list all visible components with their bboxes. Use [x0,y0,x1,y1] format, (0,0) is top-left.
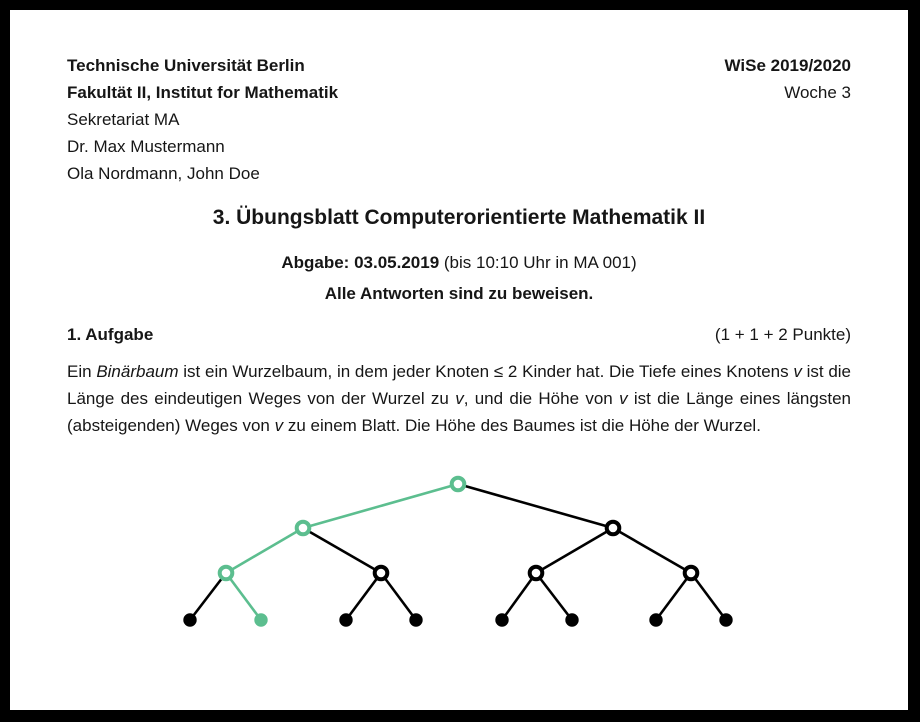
tree-edge-n2ll-leaf2 [226,573,261,620]
tree-node-root [452,478,465,491]
tree-edge-n2lr-leaf3 [346,573,381,620]
task-heading-row [67,321,851,348]
faculty-name: Fakultät II, Institut for Mathematik [67,83,339,102]
tree-node-leaf8 [719,613,732,626]
tree-node-n2rl [530,567,543,580]
proof-notice: Alle Antworten sind zu beweisen. [324,284,594,303]
tree-node-n1r [607,522,620,535]
italic-term: v [619,389,628,408]
week-label: Woche 3 [784,83,851,102]
text-segment: Ein [67,362,97,381]
tree-node-leaf7 [649,613,662,626]
tree-node-n2ll [220,567,233,580]
tree-node-leaf3 [339,613,352,626]
tree-edge-n2rl-leaf6 [536,573,572,620]
text-segment: ist die Länge eines längsten (absteigenden) Weges von [67,389,851,435]
tree-edge-root-n1l [303,484,458,528]
submission-deadline: Abgabe: 03.05.2019 [281,253,440,272]
italic-term: v [455,389,464,408]
task-points-label: (1 + 1 + 2 Punkte) [714,325,851,344]
figure-container [67,456,851,646]
submission-details: (bis 10:10 Uhr in MA 001) [439,253,637,272]
tree-node-leaf1 [183,613,196,626]
italic-term: Binärbaum [96,362,179,381]
tree-node-n2rr [685,567,698,580]
tree-node-leaf5 [495,613,508,626]
tree-node-n2lr [375,567,388,580]
header-right-block [725,52,852,187]
semester-label: WiSe 2019/2020 [724,56,851,75]
institution-name: Technische Universität Berlin [67,56,305,75]
tree-node-leaf6 [565,613,578,626]
task-number-label: 1. Aufgabe [67,325,154,344]
tree-edge-n1r-n2rl [536,528,613,573]
tree-edge-n2rl-leaf5 [502,573,536,620]
secretariat-line: Sekretariat MA [67,110,180,129]
italic-term: v [274,416,284,435]
sheet-title: 3. Übungsblatt Computerorientierte Mathematik II [212,206,706,229]
assistants-line: Ola Nordmann, John Doe [67,164,260,183]
tree-node-n1l [297,522,310,535]
tree-node-leaf2 [254,613,267,626]
tree-edge-n2lr-leaf4 [381,573,416,620]
tree-edge-root-n1r [458,484,613,528]
text-segment: zu einem Blatt. Die Höhe des Baumes ist die Höhe der Wurzel. [283,416,761,435]
header-left-block [67,52,338,187]
text-segment: ist die Länge des eindeutigen Weges von der Wurzel zu [67,362,852,408]
italic-term: v [793,362,802,381]
submission-line [67,249,851,276]
tree-edge-n2rr-leaf8 [691,573,726,620]
tree-edge-n2ll-leaf1 [190,573,226,620]
tree-node-leaf4 [409,613,422,626]
text-segment: ist ein Wurzelbaum, in dem jeder Knoten ≤ 2 Kinder hat. Die Tiefe eines Knotens [178,362,794,381]
tree-edge-n1l-n2lr [303,528,381,573]
document-header [67,52,851,187]
page-content [10,10,908,646]
binary-tree-figure [139,456,779,646]
tree-edge-n1l-n2ll [226,528,303,573]
text-segment: , und die Höhe von [463,389,620,408]
tree-edge-n2rr-leaf7 [656,573,691,620]
lecturer-line: Dr. Max Mustermann [67,137,225,156]
tree-edge-n1r-n2rr [613,528,691,573]
task-paragraph [67,358,851,439]
